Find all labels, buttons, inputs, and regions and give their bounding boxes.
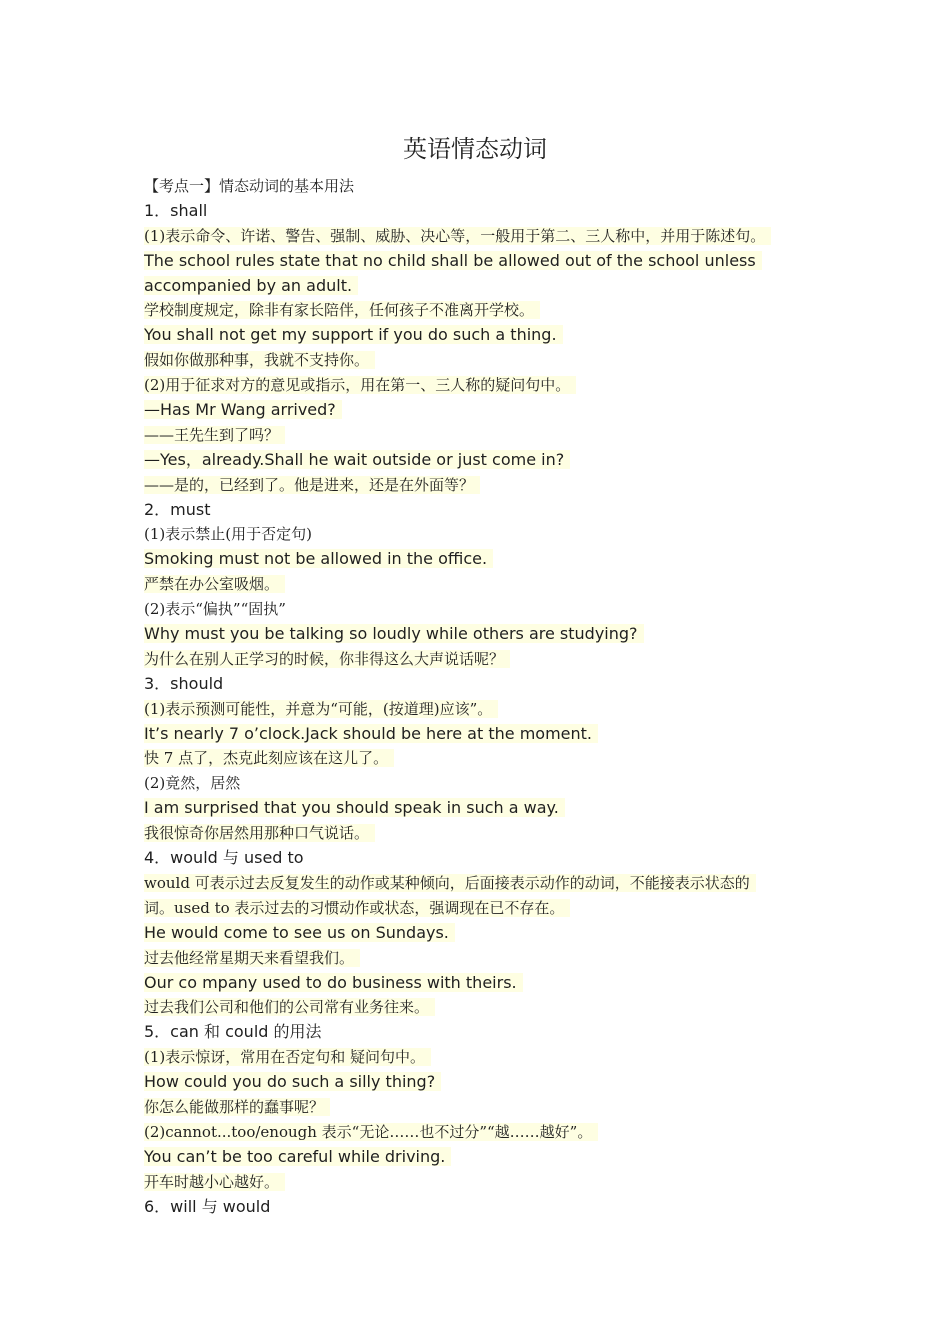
- text-line-content: Smoking must not be allowed in the office.: [144, 549, 493, 568]
- text-line: [144, 1095, 808, 1120]
- text-line-content: How could you do such a silly thing?: [144, 1072, 441, 1091]
- text-line: [144, 846, 808, 871]
- text-line: [144, 572, 808, 597]
- text-line: [144, 896, 808, 921]
- text-line-content: 你怎么能做那样的蠢事呢？: [144, 1098, 330, 1116]
- text-line: [144, 348, 808, 373]
- text-line-content: accompanied by an adult.: [144, 276, 358, 295]
- text-line: [144, 174, 808, 199]
- text-line: [144, 746, 808, 771]
- text-line: [144, 871, 808, 896]
- text-line: [144, 423, 808, 448]
- text-line-content: (2)cannot...too/enough 表示“无论……也不过分”“越……越好”。: [144, 1123, 598, 1141]
- text-line: [144, 722, 808, 747]
- document-body: [144, 174, 808, 1219]
- text-line: [144, 946, 808, 971]
- text-line-content: 过去我们公司和他们的公司常有业务往来。: [144, 998, 435, 1016]
- text-line: [144, 821, 808, 846]
- text-line-content: ——是的，已经到了。他是进来，还是在外面等？: [144, 476, 480, 494]
- text-line: [144, 1045, 808, 1070]
- text-line: [144, 448, 808, 473]
- text-line: [144, 298, 808, 323]
- text-line-content: You shall not get my support if you do such a thing.: [144, 325, 563, 344]
- text-line: [144, 473, 808, 498]
- text-line-content: 过去他经常星期天来看望我们。: [144, 949, 360, 967]
- text-line-content: I am surprised that you should speak in such a way.: [144, 798, 565, 817]
- text-line-content: 开车时越小心越好。: [144, 1173, 285, 1191]
- text-line-content: 为什么在别人正学习的时候，你非得这么大声说话呢？: [144, 650, 510, 668]
- text-line-content: 【考点一】情态动词的基本用法: [144, 177, 355, 195]
- text-line-content: would 可表示过去反复发生的动作或某种倾向，后面接表示动作的动词，不能接表示状态的: [144, 874, 756, 892]
- text-line-content: 2．must: [144, 499, 211, 519]
- text-line: [144, 995, 808, 1020]
- text-line: [144, 1020, 808, 1045]
- text-line-content: 学校制度规定，除非有家长陪伴，任何孩子不准离开学校。: [144, 301, 540, 319]
- text-line: [144, 522, 808, 547]
- text-line-content: 4．would 与 used to: [144, 848, 304, 868]
- text-line-content: ——王先生到了吗？: [144, 426, 285, 444]
- text-line: [144, 697, 808, 722]
- text-line-content: (1)表示惊讶，常用在否定句和 疑问句中。: [144, 1048, 431, 1066]
- text-line-content: —Yes，already.Shall he wait outside or just come in?: [144, 450, 570, 469]
- text-line: [144, 622, 808, 647]
- text-line-content: 假如你做那种事，我就不支持你。: [144, 351, 375, 369]
- text-line: [144, 1070, 808, 1095]
- text-line: [144, 224, 808, 249]
- text-line: [144, 274, 808, 299]
- text-line: [144, 249, 808, 274]
- text-line-content: Our co mpany used to do business with theirs.: [144, 973, 523, 992]
- text-line-content: 快 7 点了，杰克此刻应该在这儿了。: [144, 749, 394, 767]
- text-line-content: 词。used to 表示过去的习惯动作或状态，强调现在已不存在。: [144, 899, 570, 917]
- text-line: [144, 597, 808, 622]
- text-line: [144, 323, 808, 348]
- text-line-content: He would come to see us on Sundays.: [144, 923, 455, 942]
- text-line-content: You can’t be too careful while driving.: [144, 1147, 451, 1166]
- text-line: [144, 398, 808, 423]
- text-line: [144, 796, 808, 821]
- text-line-content: Why must you be talking so loudly while others are studying?: [144, 624, 644, 643]
- text-line: [144, 373, 808, 398]
- text-line-content: (1)表示禁止(用于否定句): [144, 525, 312, 544]
- text-line-content: (2)表示“偏执”“固执”: [144, 600, 286, 619]
- text-line: [144, 1145, 808, 1170]
- text-line-content: It’s nearly 7 o’clock.Jack should be here at the moment.: [144, 724, 598, 743]
- text-line: [144, 1170, 808, 1195]
- page-title: 英语情态动词: [403, 135, 547, 163]
- text-line-content: The school rules state that no child shall be allowed out of the school unless: [144, 251, 762, 270]
- text-line-content: 6．will 与 would: [144, 1196, 271, 1216]
- text-line-content: 1．shall: [144, 200, 208, 220]
- text-line-content: (1)表示预测可能性，并意为“可能，(按道理)应该”。: [144, 700, 498, 718]
- text-line: [144, 971, 808, 996]
- text-line: [144, 1195, 808, 1220]
- text-line: [144, 547, 808, 572]
- text-line-content: (1)表示命令、许诺、警告、强制、威胁、决心等，一般用于第二、三人称中，并用于陈述句。: [144, 227, 771, 245]
- text-line: [144, 921, 808, 946]
- text-line: [144, 498, 808, 523]
- text-line-content: —Has Mr Wang arrived?: [144, 400, 342, 419]
- text-line-content: (2)用于征求对方的意见或指示，用在第一、三人称的疑问句中。: [144, 376, 576, 394]
- text-line-content: 3．should: [144, 673, 224, 693]
- text-line-content: (2)竟然，居然: [144, 774, 241, 793]
- text-line: [144, 199, 808, 224]
- text-line-content: 5．can 和 could 的用法: [144, 1022, 322, 1042]
- text-line: [144, 672, 808, 697]
- text-line-content: 我很惊奇你居然用那种口气说话。: [144, 824, 375, 842]
- text-line-content: 严禁在办公室吸烟。: [144, 575, 285, 593]
- text-line: [144, 771, 808, 796]
- text-line: [144, 1120, 808, 1145]
- text-line: [144, 647, 808, 672]
